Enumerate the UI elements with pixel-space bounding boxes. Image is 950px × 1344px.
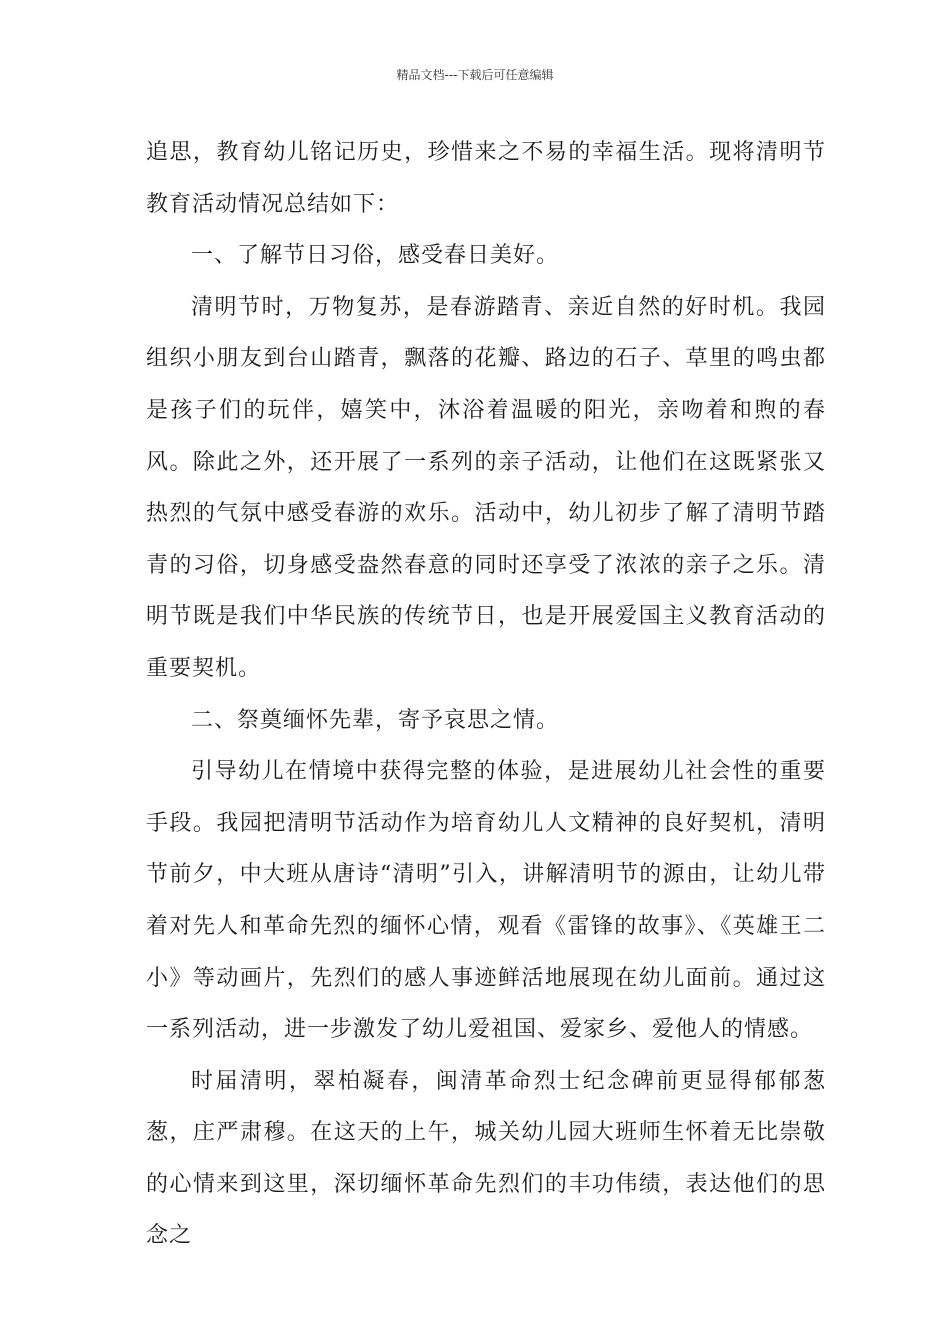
paragraph-section-1: 清明节时，万物复苏，是春游踏青、亲近自然的好时机。我园组织小朋友到台山踏青，飘落的花瓣、路边的石子、草里的鸣虫都是孩子们的玩伴，嬉笑中，沐浴着温暖的阳光，亲吻着和煦的春风。除此之外，还开展了一系列的亲子活动，让他们在这既紧张又热烈的气氛中感受春游的欢乐。活动中，幼儿初步了解了清明节踏青的习俗，切身感受盎然春意的同时还享受了浓浓的亲子之乐。清明节既是我们中华民族的传统节日，也是开展爱国主义教育活动的重要契机。 — [146, 294, 826, 681]
section-heading-2: 二、祭奠缅怀先辈，寄予哀思之情。 — [191, 707, 560, 733]
paragraph-section-2-continued: 时届清明，翠柏凝春，闽清革命烈士纪念碑前更显得郁郁葱葱，庄严肃穆。在这天的上午，城关幼儿园大班师生怀着无比崇敬的心情来到这里，深切缅怀革命先烈们的丰功伟绩，表达他们的思念之 — [146, 1068, 826, 1249]
document-body — [146, 127, 826, 1262]
paragraph-intro: 追思，教育幼儿铭记历史，珍惜来之不易的幸福生活。现将清明节教育活动情况总结如下： — [146, 140, 826, 217]
paragraph-section-2: 引导幼儿在情境中获得完整的体验，是进展幼儿社会性的重要手段。我园把清明节活动作为培育幼儿人文精神的良好契机，清明节前夕，中大班从唐诗“清明”引入，讲解清明节的源由，让幼儿带着对先人和革命先烈的缅怀心情，观看《雷锋的故事》、《英雄王二小》等动画片，先烈们的感人事迹鲜活地展现在幼儿面前。通过这一系列活动，进一步激发了幼儿爱祖国、爱家乡、爱他人的情感。 — [146, 759, 826, 1043]
section-heading-1: 一、了解节日习俗，感受春日美好。 — [191, 243, 560, 269]
page-header: 精品文档---下载后可任意编辑 — [396, 68, 554, 82]
